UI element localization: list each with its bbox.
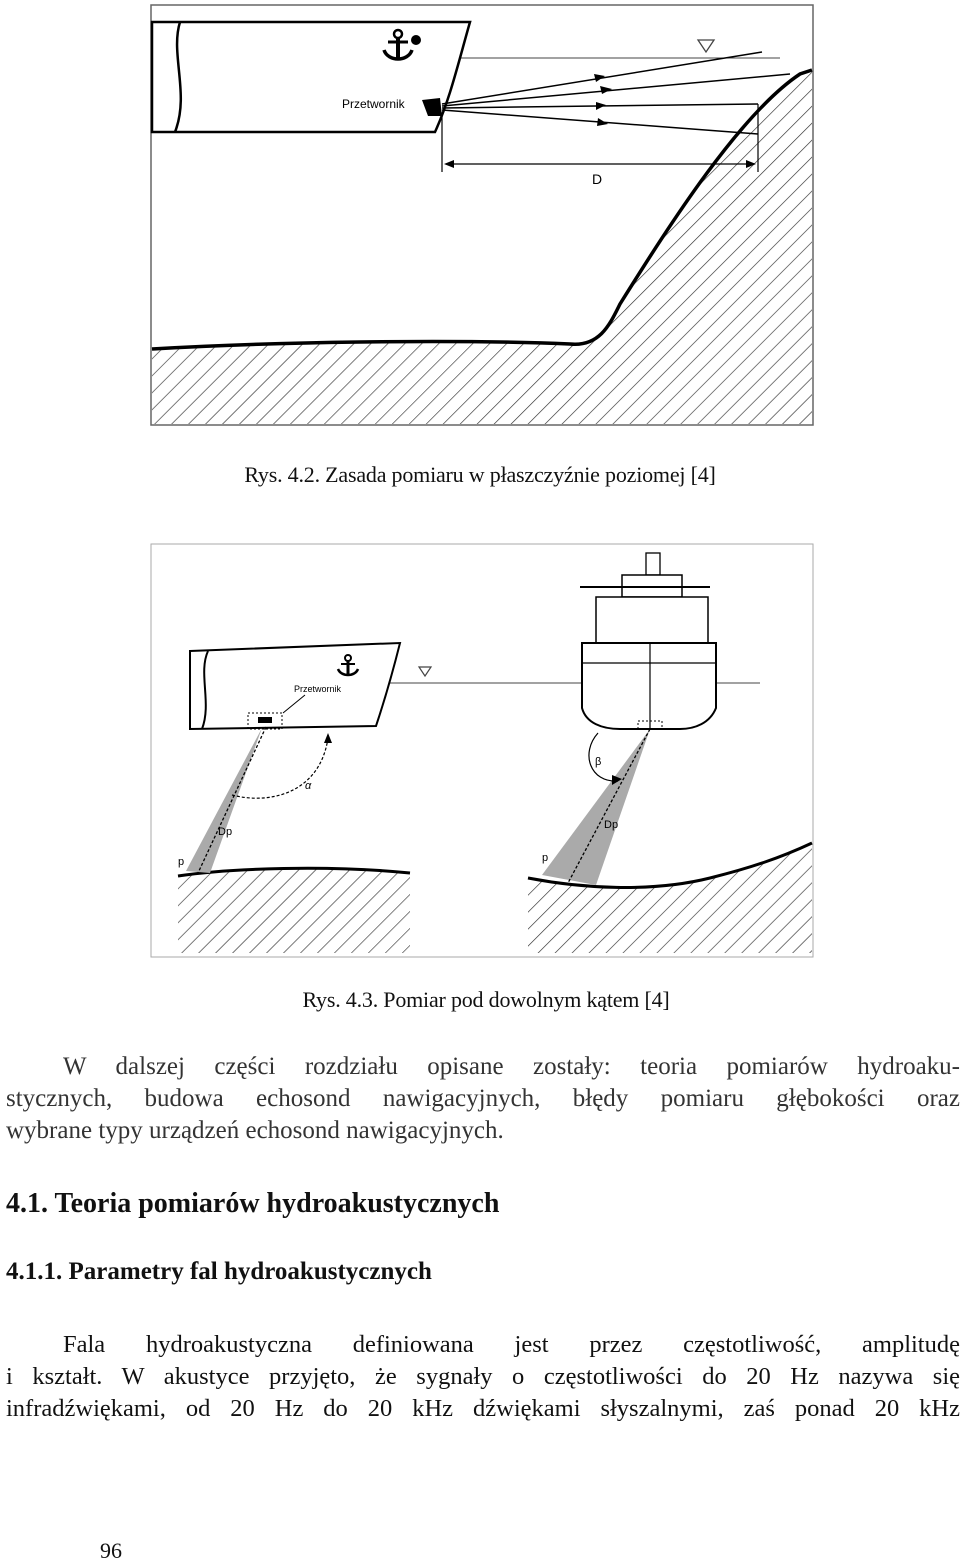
paragraph-line: W dalszej części rozdziału opisane zostały: teoria pomiarów hydroaku- <box>63 1053 960 1080</box>
paragraph-line: Fala hydroakustyczna definiowana jest przez częstotliwość, amplitudę <box>63 1331 960 1358</box>
dp-label-left: Dp <box>218 826 233 838</box>
paragraph-line: wybrane typy urządzeń echosond nawigacyjnych. <box>6 1117 504 1144</box>
section-heading: 4.1. Teoria pomiarów hydroakustycznych <box>6 1188 500 1219</box>
figure-caption-1: Rys. 4.2. Zasada pomiaru w płaszczyźnie poziomej [4] <box>244 462 716 487</box>
page-number: 96 <box>100 1538 122 1563</box>
dp-label-right: Dp <box>604 819 619 831</box>
paragraph-line: stycznych, budowa echosond nawigacyjnych, błędy pomiaru głębokości oraz <box>6 1085 960 1112</box>
transducer-label: Przetwornik <box>294 684 342 694</box>
figure-horizontal-measurement <box>150 4 814 426</box>
distance-label: D <box>592 171 603 187</box>
p-label-right: p <box>542 852 549 864</box>
figure-angle-measurement <box>150 543 814 958</box>
beta-label: β <box>595 756 602 768</box>
subsection-heading: 4.1.1. Parametry fal hydroakustycznych <box>6 1258 432 1285</box>
transducer-label: Przetwornik <box>342 97 405 111</box>
paragraph-line: infradźwiękami, od 20 Hz do 20 kHz dźwiękami słyszalnymi, zaś ponad 20 kHz <box>6 1395 960 1422</box>
p-label-left: p <box>178 856 185 868</box>
alpha-label: α <box>305 780 312 792</box>
paragraph-line: i kształt. W akustyce przyjęto, że sygnały o częstotliwości do 20 Hz nazywa się <box>6 1363 960 1390</box>
body-paragraph <box>6 1329 960 1425</box>
figure-caption-2: Rys. 4.3. Pomiar pod dowolnym kątem [4] <box>302 987 670 1012</box>
intro-paragraph <box>6 1051 960 1147</box>
